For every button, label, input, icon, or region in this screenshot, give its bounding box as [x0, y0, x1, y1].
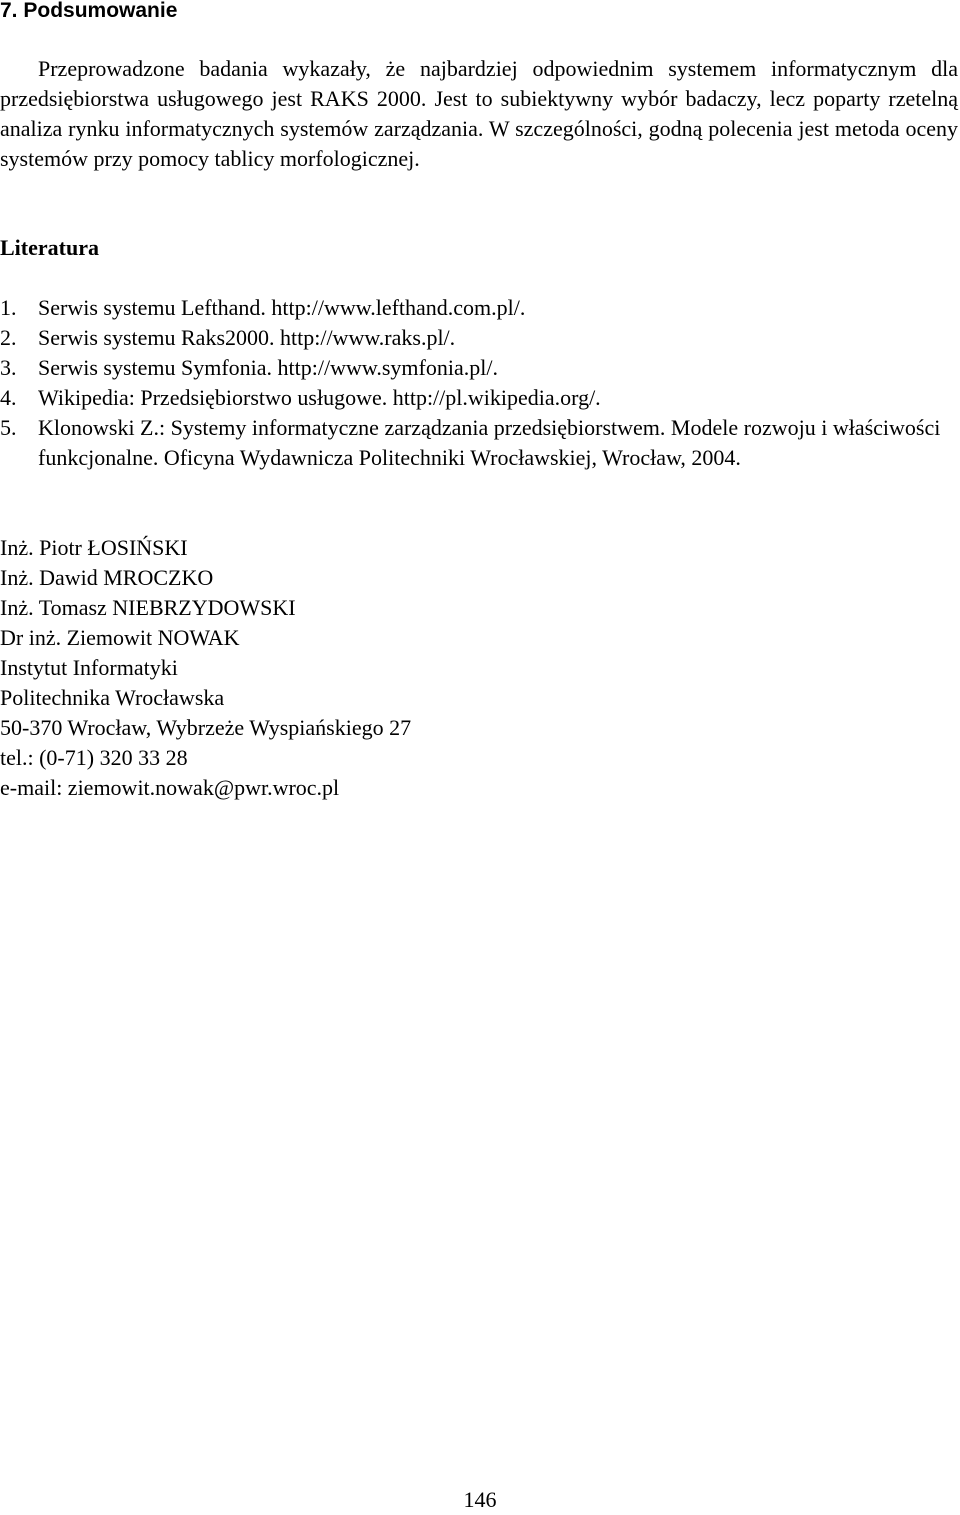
reference-item-4	[0, 383, 960, 413]
author-line-1: Inż. Piotr ŁOSIŃSKI	[0, 535, 188, 560]
reference-number: 5.	[0, 415, 17, 440]
author-affiliation-block	[0, 533, 411, 803]
literature-heading: Literatura	[0, 235, 99, 260]
reference-item-2	[0, 323, 960, 353]
reference-text: Klonowski Z.: Systemy informatyczne zarządzania przedsiębiorstwem. Modele rozwoju i właściwości funkcjonalne. Oficyna Wydawnicza Politechniki Wrocławskiej, Wrocław, 2004.	[38, 415, 941, 470]
reference-text: Serwis systemu Raks2000. http://www.raks.pl/.	[38, 325, 456, 350]
summary-text: Przeprowadzone badania wykazały, że najbardziej odpowiednim systemem informatycznym dla przedsiębiorstwa usługowego jest RAKS 2000. Jest to subiektywny wybór badaczy, lecz poparty rzetelną analiza rynku informatycznych systemów zarządzania. W szczególności, godną polecenia jest metoda oceny systemów przy pomocy tablicy morfologicznej.	[0, 56, 958, 171]
page-number: 146	[463, 1487, 497, 1512]
university-line: Politechnika Wrocławska	[0, 685, 225, 710]
summary-paragraph	[0, 54, 958, 174]
reference-number: 1.	[0, 295, 17, 320]
institute-line: Instytut Informatyki	[0, 655, 178, 680]
section-title: Podsumowanie	[23, 0, 178, 22]
author-line-2: Inż. Dawid MROCZKO	[0, 565, 214, 590]
phone-line: tel.: (0-71) 320 33 28	[0, 745, 188, 770]
reference-text: Serwis systemu Symfonia. http://www.symfonia.pl/.	[38, 355, 498, 380]
reference-text: Wikipedia: Przedsiębiorstwo usługowe. http://pl.wikipedia.org/.	[38, 385, 601, 410]
reference-item-5	[0, 413, 960, 473]
section-heading	[0, 0, 177, 26]
author-line-4: Dr inż. Ziemowit NOWAK	[0, 625, 240, 650]
author-line-3: Inż. Tomasz NIEBRZYDOWSKI	[0, 595, 296, 620]
address-line: 50-370 Wrocław, Wybrzeże Wyspiańskiego 27	[0, 715, 412, 740]
reference-number: 2.	[0, 325, 17, 350]
reference-number: 4.	[0, 385, 17, 410]
email-line: e-mail: ziemowit.nowak@pwr.wroc.pl	[0, 775, 340, 800]
reference-number: 3.	[0, 355, 17, 380]
reference-item-1	[0, 293, 960, 323]
reference-text: Serwis systemu Lefthand. http://www.lefthand.com.pl/.	[38, 295, 526, 320]
reference-item-3	[0, 353, 960, 383]
reference-list	[0, 293, 960, 473]
section-number: 7.	[0, 0, 18, 22]
